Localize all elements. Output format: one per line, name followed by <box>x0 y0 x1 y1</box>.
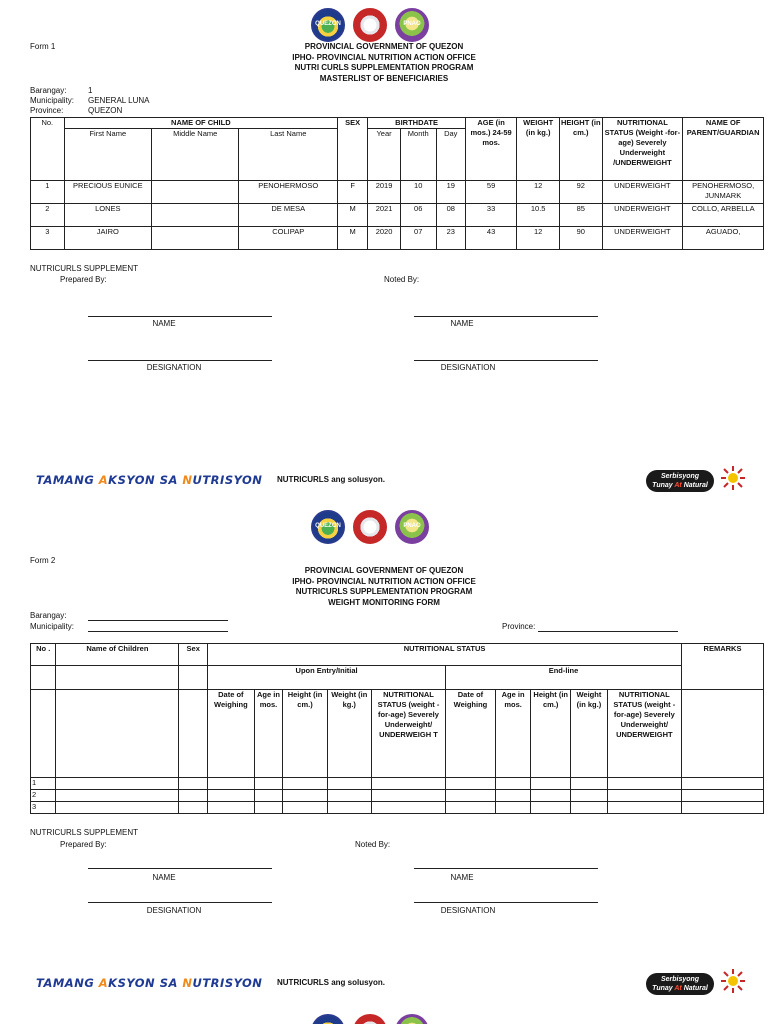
form1-header <box>0 42 768 84</box>
table-row <box>31 778 764 790</box>
cell-month: 10 <box>400 181 436 204</box>
cell-day: 23 <box>436 227 465 250</box>
cell-sex: M <box>338 227 368 250</box>
cell-first-name: LONES <box>64 204 151 227</box>
tamang-aksyon-logo: TAMANG AKSYON SA NUTRISYON <box>36 473 263 487</box>
cell-parent: COLLO, ARBELLA <box>683 204 764 227</box>
form1-noted-by: Noted By: <box>384 275 420 284</box>
cell-year: 2019 <box>368 181 401 204</box>
cell-middle-name <box>152 227 239 250</box>
footer-slogan: NUTRICURLS ang solusyon. <box>277 475 386 484</box>
table-row <box>31 204 764 227</box>
province-seal-icon: QUEZON <box>311 8 345 42</box>
name-label: NAME <box>450 873 474 882</box>
cell-parent: PENOHERMOSO, JUNMARK <box>683 181 764 204</box>
barangay-value: 1 <box>88 86 93 95</box>
cell-first-name: PRECIOUS EUNICE <box>64 181 151 204</box>
form1-label: Form 1 <box>30 42 56 51</box>
name-label: NAME <box>450 319 474 328</box>
col-first-name: First Name <box>64 129 151 181</box>
table-row <box>31 227 764 250</box>
cell-last-name: COLIPAP <box>239 227 338 250</box>
col-month: Month <box>400 129 436 181</box>
municipality-value: GENERAL LUNA <box>88 96 150 105</box>
cell-no: 2 <box>31 204 65 227</box>
col-end-line: End-line <box>446 666 682 690</box>
form1-logos <box>311 8 429 42</box>
pnao-seal-icon <box>395 1014 429 1024</box>
col-year: Year <box>368 129 401 181</box>
col-remarks: REMARKS <box>681 644 763 690</box>
province-value: QUEZON <box>88 106 123 115</box>
col-sex: SEX <box>338 118 368 181</box>
cell-weight: 12 <box>517 181 560 204</box>
col-entry-height: Height (in cm.) <box>283 690 327 778</box>
signature-line[interactable] <box>414 868 598 869</box>
signature-line[interactable] <box>88 316 272 317</box>
province-input[interactable] <box>538 623 678 632</box>
cell-no: 1 <box>31 181 65 204</box>
form1-supplement-label: NUTRICURLS SUPPLEMENT <box>30 264 139 273</box>
form2-label: Form 2 <box>30 556 56 565</box>
cell-no: 1 <box>31 778 56 790</box>
header-line: IPHO- PROVINCIAL NUTRITION ACTION OFFICE <box>292 52 476 62</box>
cell-sex: M <box>338 204 368 227</box>
province-seal-icon: QUEZON <box>311 510 345 544</box>
cell-middle-name <box>152 181 239 204</box>
cell-first-name: JAIRO <box>64 227 151 250</box>
col-entry-weight: Weight (in kg.) <box>327 690 371 778</box>
weight-monitoring-table <box>30 643 764 814</box>
cell-sex: F <box>338 181 368 204</box>
cell-month: 06 <box>400 204 436 227</box>
cell-month: 07 <box>400 227 436 250</box>
philippine-sun-icon <box>720 968 746 994</box>
form2-header <box>0 566 768 608</box>
cell-height: 90 <box>559 227 602 250</box>
cell-no: 3 <box>31 802 56 814</box>
cell-age: 33 <box>465 204 517 227</box>
name-label: NAME <box>152 873 176 882</box>
cell-parent: AGUADO, <box>683 227 764 250</box>
cell-day: 08 <box>436 204 465 227</box>
header-line: PROVINCIAL GOVERNMENT OF QUEZON <box>304 566 464 575</box>
cell-last-name: PENOHERMOSO <box>239 181 338 204</box>
form1-prepared-by: Prepared By: <box>60 275 107 284</box>
cell-year: 2020 <box>368 227 401 250</box>
col-sex: Sex <box>179 644 208 666</box>
serbisyong-tunay-badge: Serbisyong Tunay At Natural <box>646 973 714 995</box>
cell-height: 85 <box>559 204 602 227</box>
name-label: NAME <box>152 319 176 328</box>
header-line: IPHO- PROVINCIAL NUTRITION ACTION OFFICE <box>292 576 476 586</box>
col-entry-age: Age in mos. <box>254 690 283 778</box>
tamang-aksyon-logo: TAMANG AKSYON SA NUTRISYON <box>36 976 263 990</box>
ipho-seal-icon <box>353 1014 387 1024</box>
header-line: WEIGHT MONITORING FORM <box>328 597 440 607</box>
designation-line[interactable] <box>88 902 272 903</box>
cell-middle-name <box>152 204 239 227</box>
table-row <box>31 802 764 814</box>
cell-weight: 12 <box>517 227 560 250</box>
col-day: Day <box>436 129 465 181</box>
col-height: HEIGHT (in cm.) <box>559 118 602 181</box>
barangay-label: Barangay: <box>30 86 67 95</box>
designation-label: DESIGNATION <box>146 363 202 372</box>
form2-municipality-label: Municipality: <box>30 622 75 631</box>
col-end-height: Height (in cm.) <box>531 690 571 778</box>
header-line: NUTRICURLS SUPPLEMENTATION PROGRAM <box>295 587 473 596</box>
cell-day: 19 <box>436 181 465 204</box>
signature-line[interactable] <box>414 316 598 317</box>
form2-prepared-by: Prepared By: <box>60 840 107 849</box>
header-line: MASTERLIST OF BENEFICIARIES <box>319 73 449 83</box>
designation-line[interactable] <box>414 902 598 903</box>
cell-no: 3 <box>31 227 65 250</box>
col-end-weight: Weight (in kg.) <box>571 690 608 778</box>
serbisyong-tunay-badge: Serbisyong Tunay At Natural <box>646 470 714 492</box>
cell-last-name: DE MESA <box>239 204 338 227</box>
municipality-label: Municipality: <box>30 96 75 105</box>
header-line: NUTRI CURLS SUPPLEMENTATION PROGRAM <box>294 63 474 72</box>
form2-noted-by: Noted By: <box>355 840 391 849</box>
col-nutritional-status: NUTRITIONAL STATUS <box>208 644 682 666</box>
municipality-input[interactable] <box>88 623 228 632</box>
barangay-input[interactable] <box>88 612 228 621</box>
designation-label: DESIGNATION <box>146 906 202 915</box>
cell-status: UNDERWEIGHT <box>602 204 683 227</box>
form1-info <box>30 86 150 116</box>
col-age: AGE (in mos.) 24-59 mos. <box>465 118 517 181</box>
form2-logos <box>311 510 429 544</box>
province-label: Province: <box>30 106 64 115</box>
cell-no: 2 <box>31 790 56 802</box>
col-no: No. <box>31 118 65 181</box>
ipho-seal-icon <box>353 8 387 42</box>
cell-weight: 10.5 <box>517 204 560 227</box>
col-upon-entry: Upon Entry/Initial <box>208 666 446 690</box>
form3-logos <box>311 1014 429 1024</box>
table-row <box>31 790 764 802</box>
cell-status: UNDERWEIGHT <box>602 181 683 204</box>
signature-line[interactable] <box>88 868 272 869</box>
form2-barangay-label: Barangay: <box>30 611 67 620</box>
designation-line[interactable] <box>414 360 598 361</box>
col-end-status: NUTRITIONAL STATUS (weight -for-age) Severely Underweight/ UNDERWEIGHT <box>607 690 681 778</box>
col-entry-status: NUTRITIONAL STATUS (weight -for-age) Severely Underweight/ UNDERWEIGH T <box>371 690 445 778</box>
col-no: No . <box>31 644 56 666</box>
cell-age: 59 <box>465 181 517 204</box>
designation-line[interactable] <box>88 360 272 361</box>
col-birthdate: BIRTHDATE <box>368 118 466 129</box>
col-last-name: Last Name <box>239 129 338 181</box>
col-name-of-child: NAME OF CHILD <box>64 118 337 129</box>
col-entry-date: Date of Weighing <box>208 690 254 778</box>
col-end-age: Age in mos. <box>495 690 530 778</box>
pnao-seal-icon: PNAO <box>395 8 429 42</box>
col-middle-name: Middle Name <box>152 129 239 181</box>
form2-province-label: Province: <box>502 622 536 631</box>
cell-age: 43 <box>465 227 517 250</box>
cell-year: 2021 <box>368 204 401 227</box>
header-line: PROVINCIAL GOVERNMENT OF QUEZON <box>304 42 464 51</box>
cell-status: UNDERWEIGHT <box>602 227 683 250</box>
col-parent: NAME OF PARENT/GUARDIAN <box>683 118 764 181</box>
col-status: NUTRITIONAL STATUS (Weight -for-age) Severely Underweight /UNDERWEIGHT <box>602 118 683 181</box>
cell-height: 92 <box>559 181 602 204</box>
col-name-of-children: Name of Children <box>56 644 179 666</box>
ipho-seal-icon <box>353 510 387 544</box>
col-end-date: Date of Weighing <box>446 690 496 778</box>
province-seal-icon <box>311 1014 345 1024</box>
designation-label: DESIGNATION <box>440 363 496 372</box>
philippine-sun-icon <box>720 465 746 491</box>
footer-slogan: NUTRICURLS ang solusyon. <box>277 978 386 987</box>
form2-supplement-label: NUTRICURLS SUPPLEMENT <box>30 828 139 837</box>
table-row <box>31 181 764 204</box>
masterlist-table <box>30 117 764 250</box>
designation-label: DESIGNATION <box>440 906 496 915</box>
col-weight: WEIGHT (in kg.) <box>517 118 560 181</box>
pnao-seal-icon: PNAO <box>395 510 429 544</box>
